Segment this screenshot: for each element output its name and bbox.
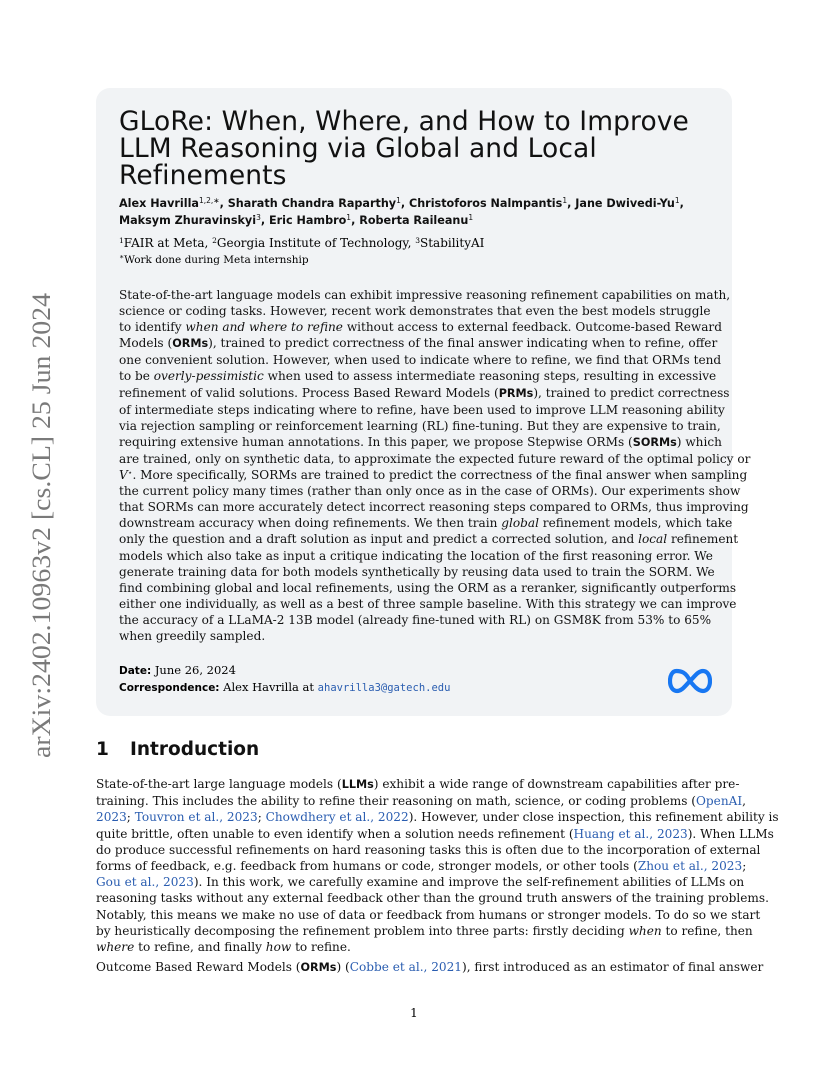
author-affil-sup: 1 (468, 213, 474, 222)
body-line: Notably, this means we make no use of data or feedback from humans or stronger models. To do so we start (96, 907, 761, 922)
emphasis: when (628, 923, 662, 938)
title-line: LLM Reasoning via Global and Local (119, 133, 597, 164)
affil-name: Georgia Institute of Technology, (216, 236, 416, 250)
title-line: Refinements (119, 160, 287, 191)
abstract-line: only the question and a draft solution as input and predict a corrected solution, and local refinement (119, 532, 739, 547)
author-name: Maksym Zhuravinskyi (119, 214, 257, 227)
abstract-line: refinement of valid solutions. Process Based Reward Models (PRMs), trained to predict correctness (119, 385, 730, 400)
paper-title (119, 108, 719, 189)
author-name: Alex Havrilla (119, 197, 199, 210)
citation-link[interactable]: Zhou et al., 2023 (637, 859, 743, 874)
abstract-line: are trained, only on synthetic data, to approximate the expected future reward of the optimal policy or (119, 451, 751, 466)
abstract-line: State-of-the-art language models can exhibit impressive reasoning refinement capabilities on math, (119, 288, 731, 302)
citation-link[interactable]: Cobbe et al., 2021 (349, 960, 463, 975)
section-title: Introduction (130, 739, 260, 760)
math-star: ⋆ (127, 468, 133, 478)
math-v: V (119, 468, 128, 483)
abstract-line: that SORMs can more accurately detect incorrect reasoning steps compared to ORMs, thus improving (119, 500, 749, 515)
term-sorms: SORMs (632, 435, 677, 449)
arxiv-stamp-svg (6, 290, 66, 760)
affil-sup: 1 (119, 236, 124, 245)
term-llms: LLMs (341, 778, 374, 791)
body-line: reasoning tasks without any external feedback other than the ground truth answers of the training problems. (96, 891, 769, 906)
abstract-line: the accuracy of a LLaMA-2 13B model (already fine-tuned with RL) on GSM8K from 53% to 65% (119, 612, 712, 627)
body-line: do produce successful refinements on hard reasoning tasks this is often due to the incorporation of external (96, 842, 761, 857)
author-name: , Roberta Raileanu (351, 214, 469, 227)
correspondence-line (119, 680, 450, 696)
emphasis: global (501, 516, 539, 531)
emphasis: when and where to refine (185, 320, 343, 335)
term-orms: ORMs (300, 961, 337, 975)
abstract-line: science or coding tasks. However, recent work demonstrates that even the best models struggle (119, 304, 711, 319)
body-line: State-of-the-art large language models (LLMs) exhibit a wide range of downstream capabilities after pre- (96, 777, 740, 791)
abstract-line: generate training data for both models synthetically by reusing data used to train the SORM. We (119, 564, 715, 579)
page-number: 1 (410, 1006, 418, 1020)
correspondence-label: Correspondence: (119, 682, 220, 694)
citation-link[interactable]: Gou et al., 2023 (96, 875, 194, 890)
body-line: 2023; Touvron et al., 2023; Chowdhery et al., 2022). However, under close inspection, this refinement ability is (96, 810, 779, 825)
abstract-line: to be overly-pessimistic when used to assess intermediate reasoning steps, resulting in excessive (119, 369, 717, 384)
author-list: Alex Havrilla$^{1,2,∗}$, Sharath Chandra Raparthy$^1$, Christoforos Nalmpantis$^1$, Jane Dwivedi-Yu$^1$, Maksym Zhuravinskyi$^3$, Eric Hambro$^1$, Roberta Raileanu$^1$ (119, 196, 684, 227)
citation-link[interactable]: Huang et al., 2023 (573, 826, 688, 841)
abstract-line: one convenient solution. However, when used to indicate where to refine, we find that ORMs tend (119, 353, 722, 368)
arxiv-identifier-stamp (6, 290, 66, 760)
section-number: 1 (96, 739, 109, 760)
arxiv-id-text: arXiv:2402.10963v2 [cs.CL] 25 Jun 2024 (27, 323, 56, 758)
affil-sup: 3 (415, 236, 420, 245)
author-affil-sup: 3 (256, 213, 261, 222)
author-affil-sup: 1,2,∗ (198, 196, 220, 205)
note-symbol: ∗ (119, 252, 125, 261)
abstract-line: via rejection sampling or reinforcement learning (RL) fine-tuning. But they are expensive to train, (119, 418, 721, 433)
title-line: GLoRe: When, Where, and How to Improve (119, 106, 689, 137)
body-line: Gou et al., 2023). In this work, we carefully examine and improve the self-refinement abilities of LLMs on (96, 875, 745, 890)
author-name: , Jane Dwivedi-Yu (567, 197, 675, 210)
author-name: , Christoforos Nalmpantis (400, 197, 563, 210)
emphasis: local (638, 532, 668, 547)
affil-name: FAIR at Meta, (123, 236, 213, 250)
abstract-line: models which also take as input a critique indicating the location of the first reasoning error. We (119, 548, 713, 563)
correspondence-email-link[interactable]: ahavrilla3@gatech.edu (317, 682, 451, 694)
citation-link[interactable]: Touvron et al., 2023 (134, 810, 258, 825)
body-line: quite brittle, often unable to even identify when a solution needs refinement (Huang et al., 2023). When LLMs (96, 826, 774, 841)
citation-link[interactable]: OpenAI (696, 794, 743, 809)
abstract-line: downstream accuracy when doing refinements. We then train global refinement models, which take (119, 516, 733, 531)
author-affil-sup: 1 (562, 196, 568, 205)
introduction-body (96, 776, 779, 976)
citation-link[interactable]: 2023 (96, 810, 127, 825)
author-affil-sup: 1 (674, 196, 680, 205)
date-line (119, 663, 236, 679)
body-line: training. This includes the ability to refine their reasoning on math, science, or coding problems (OpenAI, (96, 794, 746, 809)
affil-name: StabilityAI (420, 236, 485, 250)
abstract-line: to identify when and where to refine without access to external feedback. Outcome-based Reward (119, 320, 722, 335)
term-orms: ORMs (172, 337, 209, 351)
emphasis: overly-pessimistic (153, 369, 264, 384)
abstract-line: requiring extensive human annotations. In this paper, we propose Stepwise ORMs (SORMs) which (119, 434, 722, 449)
meta-logo (668, 668, 712, 694)
body-line: Outcome Based Reward Models (ORMs) (Cobbe et al., 2021), first introduced as an estimator of final answer (96, 960, 764, 975)
affiliations (119, 235, 484, 251)
abstract-line: find combining global and local refinements, using the ORM as a reranker, significantly outperforms (119, 580, 737, 595)
abstract-line: of intermediate steps indicating where to refine, have been used to improve LLM reasoning ability (119, 402, 725, 417)
emphasis: where (96, 940, 135, 955)
correspondence-name: Alex Havrilla at (223, 680, 315, 694)
abstract (119, 287, 751, 644)
date-label: Date: (119, 665, 152, 677)
abstract-line: when greedily sampled. (119, 628, 266, 643)
date-value: June 26, 2024 (154, 663, 236, 677)
abstract-line: Models (ORMs), trained to predict correctness of the final answer indicating when to refine, offer (119, 336, 718, 351)
author-affil-sup: 1 (346, 213, 352, 222)
abstract-line: either one individually, as well as a best of three sample baseline. With this strategy we can improve (119, 596, 737, 611)
meta-infinity-icon (668, 668, 712, 694)
abstract-line: V⋆. More specifically, SORMs are trained to predict the correctness of the final answer when sampling (119, 468, 748, 483)
body-line: where to refine, and finally how to refine. (96, 940, 351, 955)
affil-sup: 2 (212, 236, 217, 245)
note-text: Work done during Meta internship (124, 254, 309, 266)
footnote-internship (119, 253, 309, 267)
abstract-line: the current policy many times (rather than only once as in the case of ORMs). Our experiments show (119, 484, 741, 499)
citation-link[interactable]: Chowdhery et al., 2022 (265, 810, 409, 825)
body-line: by heuristically decomposing the refinement problem into three parts: firstly deciding when to refine, then (96, 923, 753, 938)
emphasis: how (265, 940, 292, 955)
section-heading (96, 739, 259, 760)
author-name: , Sharath Chandra Raparthy (219, 197, 397, 210)
author-affil-sup: 1 (396, 196, 401, 205)
term-prms: PRMs (498, 386, 534, 400)
body-line: forms of feedback, e.g. feedback from humans or code, stronger models, or other tools (Zhou et al., 2023; (96, 859, 747, 874)
author-name: , Eric Hambro (260, 214, 347, 227)
